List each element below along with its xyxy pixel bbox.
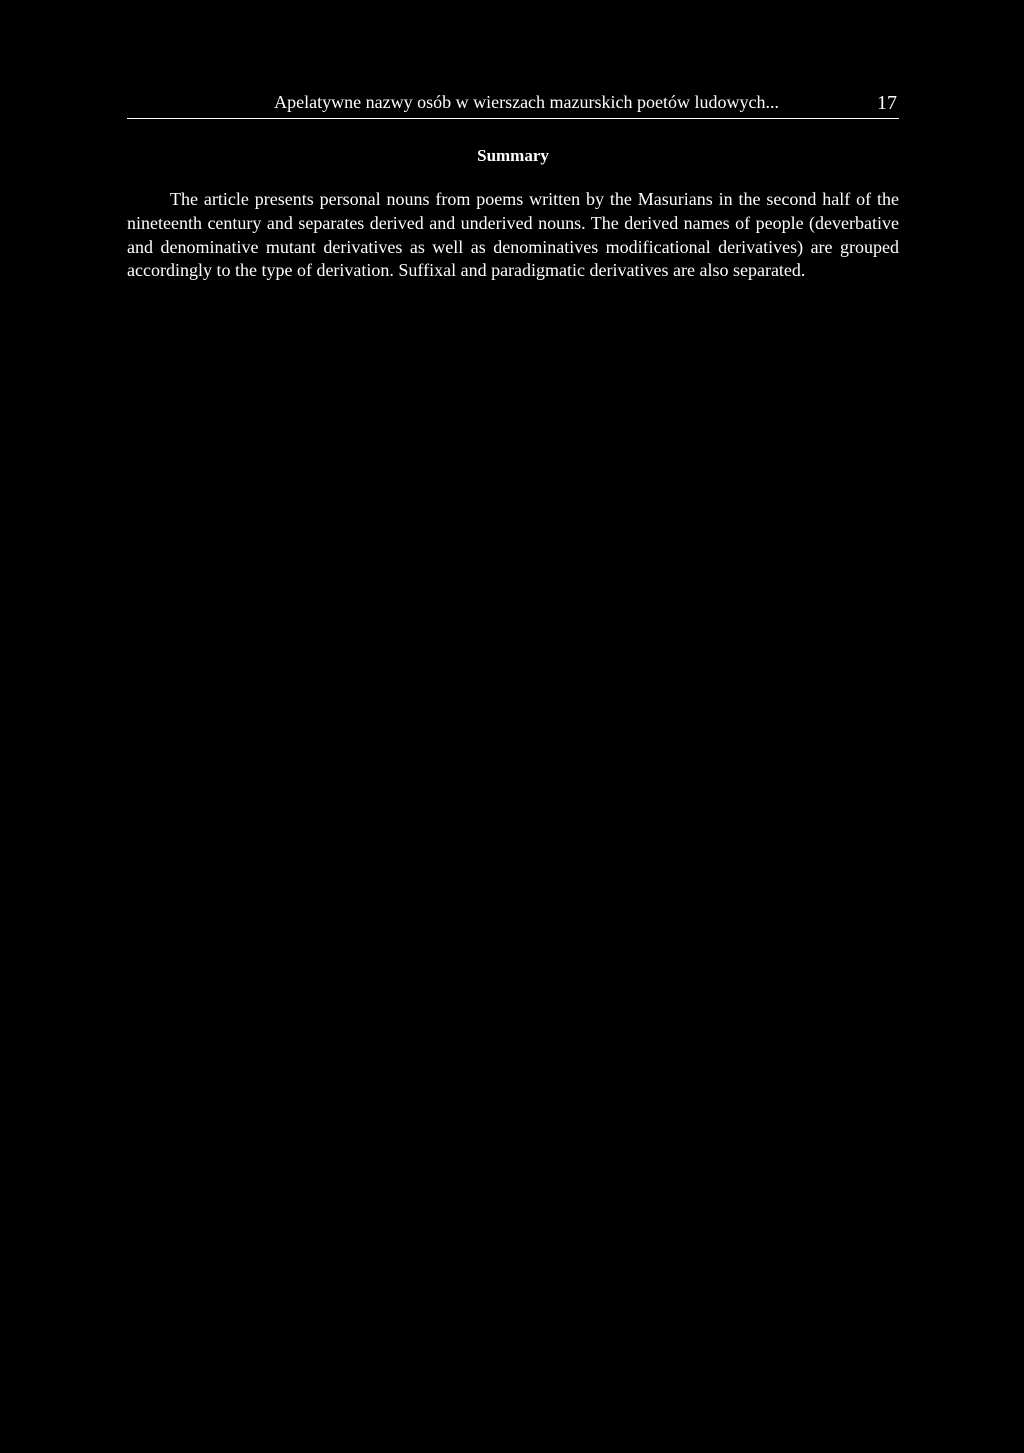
page-number: 17 (877, 92, 897, 114)
running-title: Apelatywne nazwy osób w wierszach mazurskich poetów ludowych... (274, 92, 779, 112)
summary-heading: Summary (477, 146, 549, 165)
document-page (127, 88, 899, 301)
running-header (127, 88, 899, 119)
summary-paragraph: The article presents personal nouns from poems written by the Masurians in the second half of the nineteenth century and separates derived and underived nouns. The derived names of people (deverbative and denominative mutant derivatives as well as denominatives modificational derivatives) are grouped accordingly to the type of derivation. Suffixal and paradigmatic derivatives are also separated. (127, 189, 899, 281)
